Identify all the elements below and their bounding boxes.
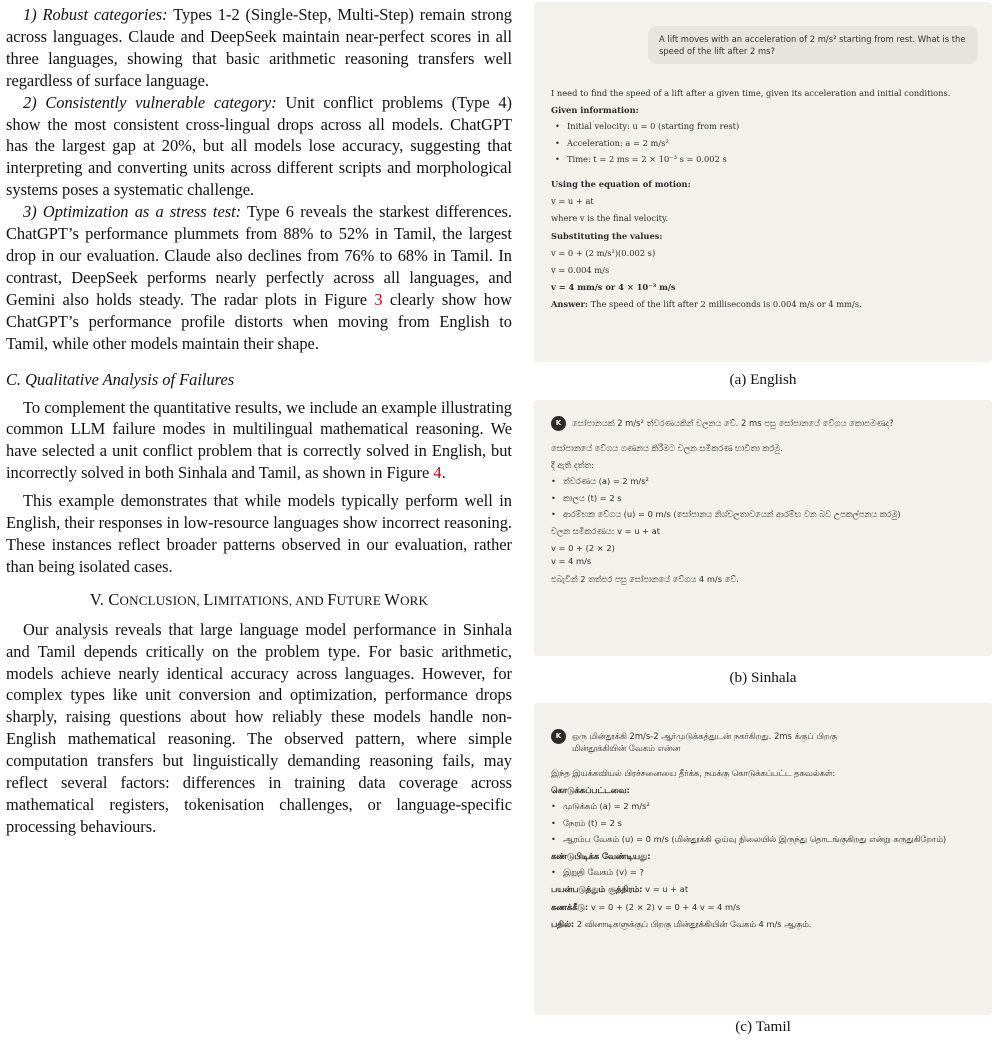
user-prompt-row — [551, 731, 881, 754]
paragraph-body: clearly show how ChatGPT’s performance profile distorts when moving from English to Tamil, while other models maintain their shape. — [6, 289, 512, 353]
find-heading: கண்டுபிடிக்க வேண்டியது: — [551, 851, 651, 862]
equation-note: where v is the final velocity. — [551, 213, 669, 224]
list-item: • முடுக்கம் (a) = 2 m/s² — [551, 801, 650, 812]
user-avatar: K — [551, 416, 566, 431]
list-item: • Time: t = 2 ms = 2 × 10⁻³ s = 0.002 s — [555, 153, 727, 164]
list-item-text: நேரம் (t) = 2 s — [563, 817, 623, 828]
section-word: W — [384, 589, 401, 609]
substitution-step: v = 4 m/s — [551, 556, 592, 567]
substitution-heading: Substituting the values: — [551, 230, 663, 241]
list-item-text: இறுதி வேகம் (v) = ? — [563, 867, 644, 878]
list-item-text: முடுக்கம் (a) = 2 m/s² — [563, 801, 650, 812]
substitution-step: v = 4 mm/s or 4 × 10⁻³ m/s — [551, 282, 676, 293]
answer-label: பதில்: — [551, 918, 575, 929]
list-item: • Initial velocity: u = 0 (starting from rest) — [555, 121, 740, 132]
given-heading: கொடுக்கப்பட்டவை: — [551, 785, 630, 796]
paragraph-body: Types 1-2 (Single-Step, Multi-Step) remain strong across languages. Claude and DeepSeek maintain near-perfect scores in all three languages, showing that basic arithmetic reasoning transfers well regardless of surface language. — [6, 5, 512, 90]
substitution-step: v = 0 + (2 × 2) — [551, 543, 615, 554]
final-answer: එබැවින් 2 තත්පර පසු සෝපානයේ වේගය 4 m/s වේ. — [551, 573, 739, 584]
section-word: L — [203, 589, 214, 609]
text-column — [6, 4, 512, 838]
formula-label: பயன்படுத்தும் சூத்திரம்: — [551, 884, 643, 895]
section-word: ONCLUSION, — [119, 592, 204, 608]
section-word: F — [327, 589, 337, 609]
calculation-text: v = 0 + (2 × 2) v = 0 + 4 v = 4 m/s — [588, 901, 741, 912]
answer-label: Answer: — [551, 299, 588, 310]
paragraph-qualitative-intro — [6, 397, 512, 485]
formula-line — [551, 884, 976, 895]
paragraph-heading: 3) Optimization as a stress test: — [23, 202, 242, 222]
list-item: • ஆரம்ப வேகம் (u) = 0 m/s (மின்தூக்கி ஓய்வு நிலையில் இருந்து தொடங்குகிறது என்று கருதுகிறோம்) — [551, 833, 947, 844]
subsection-heading: C. Qualitative Analysis of Failures — [6, 369, 235, 389]
subfigure-caption: (a) English — [729, 371, 797, 388]
user-avatar: K — [551, 729, 566, 744]
figure-panel-english — [534, 2, 992, 362]
list-item-text: කාලය (t) = 2 s — [563, 492, 622, 503]
equation: v = u + at — [551, 196, 594, 207]
user-prompt-row — [551, 418, 961, 431]
paragraph-robust-categories — [6, 4, 512, 92]
user-question: ஒரு மின்தூக்கி 2m/s-2 ஆர்முடுக்கத்துடன் நகர்கிறது. 2ms க்குப் பிறகு மின்தூக்கியின் வேகம் என்ன — [572, 731, 837, 753]
answer-text: 2 வினாடிகளுக்குப் பிறகு மின்தூக்கியின் வேகம் 4 m/s ஆகும். — [574, 918, 812, 929]
given-heading: දී ඇති දත්ත: — [551, 460, 594, 471]
figure-reference-link[interactable]: 3 — [374, 289, 383, 309]
list-item-text: Acceleration: a = 2 m/s² — [567, 137, 669, 148]
section-word: IMITATIONS, AND — [213, 592, 328, 608]
list-item: • இறுதி வேகம் (v) = ? — [551, 867, 644, 878]
section-word: C — [108, 589, 120, 609]
given-heading: Given information: — [551, 105, 639, 116]
list-item: • Acceleration: a = 2 m/s² — [555, 137, 669, 148]
response-intro: I need to find the speed of a lift after a given time, given its acceleration and initial conditions. — [551, 88, 951, 98]
paragraph-body: . — [441, 463, 446, 483]
section-word: ORK — [400, 592, 429, 608]
list-item: • ආරම්භක වේගය (u) = 0 m/s (සෝපානය නිශ්චලතාවයෙන් ආරම්භ වන බව උපකල්පනය කරමු) — [551, 508, 901, 519]
section-word: UTURE — [336, 592, 385, 608]
subfigure-caption: (c) Tamil — [735, 1018, 791, 1035]
paragraph-heading: 1) Robust categories: — [23, 5, 168, 24]
paragraph-heading: 2) Consistently vulnerable category: — [23, 92, 277, 112]
figure-panel-tamil — [534, 703, 992, 1015]
paragraph-vulnerable-category — [6, 92, 512, 202]
list-item: • කාලය (t) = 2 s — [551, 492, 622, 503]
paragraph-body: To complement the quantitative results, we include an example illustrating common LLM failure modes in multilingual mathematical reasoning. We have selected a unit conflict problem that is correctly solved in English, but incorrectly solved in both Sinhala and Tamil, as shown in Figure — [6, 397, 512, 483]
list-item-text: ආරම්භක වේගය (u) = 0 m/s (සෝපානය නිශ්චලතාවයෙන් ආරම්භ වන බව උපකල්පනය කරමු) — [563, 508, 901, 519]
paragraph-example-discussion: This example demonstrates that while models typically perform well in English, their responses in low-resource languages show incorrect reasoning. These instances reflect broader patterns observed in our evaluation, rather than being isolated cases. — [6, 491, 512, 576]
formula-text: v = u + at — [642, 884, 689, 895]
section-heading — [6, 588, 512, 613]
substitution-step: v = 0.004 m/s — [551, 265, 610, 276]
equation-heading: Using the equation of motion: — [551, 179, 691, 190]
subfigure-caption: (b) Sinhala — [729, 669, 797, 686]
list-item-text: ත්වරණය (a) = 2 m/s² — [563, 476, 649, 487]
paragraph-body: Unit conflict problems (Type 4) show the most consistent cross-lingual drops across all models. ChatGPT has the largest gap at 20%, but all models lose accuracy, suggesting that interpreting and converting units across different scripts and morphological systems poses a systematic challenge. — [6, 92, 512, 200]
calculation-label: கணக்கீடு: — [551, 901, 589, 912]
calculation-line — [551, 902, 976, 913]
answer-text: The speed of the lift after 2 milliseconds is 0.004 m/s or 4 mm/s. — [588, 299, 862, 310]
equation: චලන සමීකරණය: v = u + at — [551, 526, 661, 537]
figure-panel-sinhala — [534, 400, 992, 656]
user-question: සෝපානයක් 2 m/s² ත්වරණයකින් චලනය වේ. 2 ms පසු සෝපානයේ වේගය කොපමණද? — [572, 418, 894, 428]
paragraph-body: Type 6 reveals the starkest differences. ChatGPT’s performance plummets from 88% to 52% in Tamil, the largest drop in our evaluation. Claude also declines from 76% to 68% in Tamil. In contrast, DeepSeek performs nearly perfectly across all languages, and Gemini also holds steady. The radar plots in Figure — [6, 202, 512, 309]
list-item-text: Time: t = 2 ms = 2 × 10⁻³ s = 0.002 s — [567, 153, 727, 164]
final-answer — [551, 299, 976, 310]
paragraph-conclusion: Our analysis reveals that large language model performance in Sinhala and Tamil depends critically on the problem type. For basic arithmetic, models achieve nearly identical accuracy across languages. However, for complex types like unit conversion and optimization, performance drops sharply, raising questions about how reliably these models handle non-English mathematical reasoning. The observed pattern, where simple computation transfers but linguistically demanding reasoning fails, may reflect several factors: differences in training data coverage across mathematical registers, tokenisation challenges, or language-specific processing behaviours. — [6, 619, 512, 836]
figure-reference-link[interactable]: 4 — [433, 463, 442, 483]
final-answer — [551, 919, 976, 930]
response-intro: සෝපානයේ වේගය ගණනය කිරීමට චලන සමීකරණ භාවිතා කරමු. — [551, 443, 783, 453]
list-item: • ත්වරණය (a) = 2 m/s² — [551, 476, 649, 487]
substitution-step: v = 0 + (2 m/s²)(0.002 s) — [551, 247, 656, 258]
section-number: V. — [89, 589, 109, 609]
list-item: • நேரம் (t) = 2 s — [551, 817, 623, 828]
paragraph-optimization — [6, 201, 512, 354]
list-item-text: Initial velocity: u = 0 (starting from rest) — [567, 121, 740, 132]
user-question-bubble: A lift moves with an acceleration of 2 m/s² starting from rest. What is the speed of the lift after 2 ms? — [648, 26, 978, 64]
response-intro: இந்த இயக்கவியல் பிரச்சனையை தீர்க்க, நமக்கு கொடுக்கப்பட்ட தகவல்கள்: — [551, 768, 836, 778]
list-item-text: ஆரம்ப வேகம் (u) = 0 m/s (மின்தூக்கி ஓய்வு நிலையில் இருந்து தொடங்குகிறது என்று கருதுகிறோம்) — [563, 833, 947, 844]
